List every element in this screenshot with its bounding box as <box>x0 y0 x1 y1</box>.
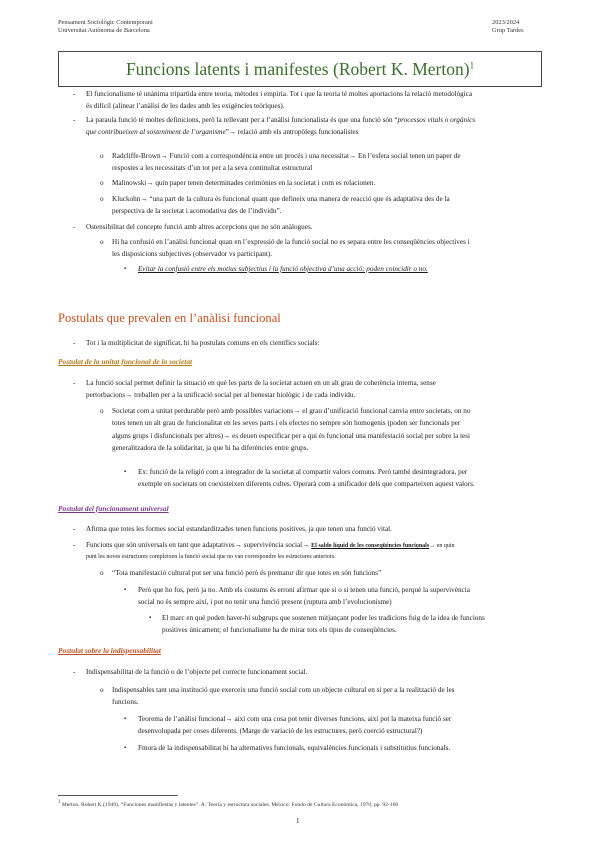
paragraph: Fmora de la indispensabilitat hi ha alternatives funcionals, equivalències funcionals i substitutius funcionals. <box>138 744 451 752</box>
subheading: Postulat del funcionament universal <box>58 504 169 513</box>
paragraph: La funció social permet definir la situació en què les parts de la societat actuen en un alt grau de coherència interna, sense pertorbacions→ treballen per a la unificació social per al benestar biològic i de cada individu. <box>86 379 436 400</box>
paragraph: Ostensibilitat del concepte funció amb altres accepcions que no són anàlogues. <box>86 223 313 231</box>
bullet-circle: o <box>100 238 104 246</box>
bullet-square: ▪ <box>124 716 127 722</box>
bullet-dash: - <box>73 90 76 98</box>
paragraph: Evitar la confusió entre els motius subjectius i la funció objectiva d’una acció; poden coincidir o no. <box>138 265 428 273</box>
university-name: Universitat Autònoma de Barcelona <box>58 27 150 34</box>
bullet-dash: - <box>73 379 76 387</box>
bullet-square: ▪ <box>124 587 127 593</box>
paragraph: Indispensabilitat de la funció o de l’objecte pel correcte funcionament social. <box>86 668 308 676</box>
subheading: Postulat de la unitat funcional de la societat <box>58 357 193 366</box>
paragraph: Però que ho fos, però ja no. Amb els costums és erroni afirmar que si o si tenen una funció, perquè la supervivència social no és sempre així, i pot no tenir una funció present (ruptura amb l’evolucionisme) <box>138 586 470 607</box>
header-left <box>58 19 153 35</box>
paragraph: Funcions que són universals en tant que adaptatives→ supervivència social→ El saldo líquid de les conseqüències funcionals→ en quin punt les noves estructures compleixen la funció social que no van correspondre les estructures anteriors. <box>86 541 455 561</box>
bullet-square: ▪ <box>124 745 127 751</box>
bullet-circle: o <box>100 686 104 694</box>
page-number: 1 <box>296 817 300 825</box>
footnote-ref: 1 <box>469 60 475 71</box>
subheading: Postulat sobre la indispensabilitat <box>58 646 161 655</box>
paragraph: Indispensables tant una institució que exerceix una funció social com un objecte cultural en si per a la realització de les funcions. <box>112 686 455 707</box>
bullet-square: ▪ <box>124 469 127 475</box>
header-right <box>492 19 524 35</box>
page-title-box <box>58 51 542 87</box>
footnote <box>58 799 542 809</box>
bullet-dash: - <box>73 541 76 549</box>
paragraph: Teorema de l’anàlisi funcional→ així com una cosa pot tenir diverses funcions, així pot la mateixa funció ser desenvolupada per coses diferents. (Marge de variació de les estructures, però coerció estructural?) <box>138 715 452 736</box>
bullet-dash: - <box>73 339 76 347</box>
bullet-circle: o <box>100 569 104 577</box>
paragraph: Kluckohn→ “una part de la cultura és funcional quant que defineix una manera de reacció que és adaptativa des de la perspectiva de la societat i acomodativa des de l’individu”. <box>112 195 450 216</box>
bullet-dash: - <box>73 668 76 676</box>
footnote-divider <box>58 795 178 796</box>
bullet-dash: - <box>73 223 76 231</box>
paragraph: Societat com a unitat perdurable però amb possibles variacions→ el grau d’unificació funcional canvia entre societats, on no totes tenen un alt grau de funcionalitat en les seves parts i els efectes no sempre són homogenis (poden ser funcionals per alguns grups i disfuncionals per altres)→ es deuen especificar per a qui és funcional una manifestació social per sobre la tesi generalitzadora de la solidaritat, ja que hi ha diferències entre grups. <box>112 407 471 452</box>
bullet-circle: o <box>100 407 104 415</box>
bullet-dash: - <box>73 525 76 533</box>
footnote-mark: 1 <box>58 800 61 805</box>
paragraph: Afirma que totes les formes social estandarditzades tenen funcions positives, ja que tenen una funció vital. <box>86 525 392 533</box>
paragraph: El marc en què poden haver-hi subgrups que sostenen mitjançant poder les tradicions fuig de la idea de funcions positives únicament; el funcionalisme ha de mirar tots els tipus de conseqüències. <box>162 614 485 635</box>
paragraph: Malinowski→ quin paper tenen determinades cerimònies en la societat i com es relacionen. <box>112 179 376 187</box>
paragraph: “Tota manifestació cultural pot ser una funció però és prematur dir que totes en són funcions” <box>112 569 382 577</box>
bullet-circle: o <box>100 152 104 160</box>
paragraph: Radcliffe-Brown→ Funció com a correspondència entre un procés i una necessitat→ En l’esfera social tenen un paper de respostes a les necessitats d’un tot per a la seva continuïtat estructural <box>112 152 461 173</box>
bullet-circle: o <box>100 195 104 203</box>
paragraph: Ex: funció de la religió com a integrador de la societat al compartir valors comuns. Però també desintegradora, per exemple en societats on coexisteixen diferents cultes. Operarà com a unificador dels que comparteixen aquest valors. <box>138 468 475 489</box>
bullet-circle: o <box>100 179 104 187</box>
group-name: Grup Tardes <box>492 27 524 34</box>
paragraph: La paraula funció té moltes definicions, però la rellevant per a l’anàlisi funcionalista és que una funció són “processos vitals o orgànics que contribueixen al sosteniment de l’organisme”→ relació amb els antropòlegs funcionalistes <box>86 116 476 137</box>
bullet-square: ▪ <box>124 266 127 272</box>
paragraph: Tot i la multiplicitat de significat, hi ha postulats comuns en els científics socials: <box>86 339 320 347</box>
paragraph: Hi ha confusió en l’anàlisi funcional quan en l’expressió de la funció social no es separa entre les conseqüències objectives i les disposicions subjectives (observador vs participant). <box>112 238 470 259</box>
paragraph: El funcionalisme té unànima tripartida entre teoria, mètodes i empiria. Tot i que la teoria té moltes aportacions la relació metodològica és difícil (alinear l’anàlisi de les dades amb les exigències teòriques). <box>86 90 473 111</box>
bullet-dash: - <box>73 116 76 124</box>
course-name: Pensament Sociològic Contemporani <box>58 19 153 26</box>
section-heading: Postulats que prevalen en l’anàlisi funcional <box>58 311 281 325</box>
bullet-square: ▪ <box>149 615 152 621</box>
footnote-text: Merton, Robert K (1949). “Funciones manifiestas y latentes”. A: Teoría y estructura sociales. México: Fondo de Cultura Económica, 1970, pp. 92-160 <box>61 801 399 808</box>
academic-year: 2023/2024 <box>492 19 520 26</box>
page-title: Funcions latents i manifestes (Robert K. Merton) <box>125 59 470 79</box>
